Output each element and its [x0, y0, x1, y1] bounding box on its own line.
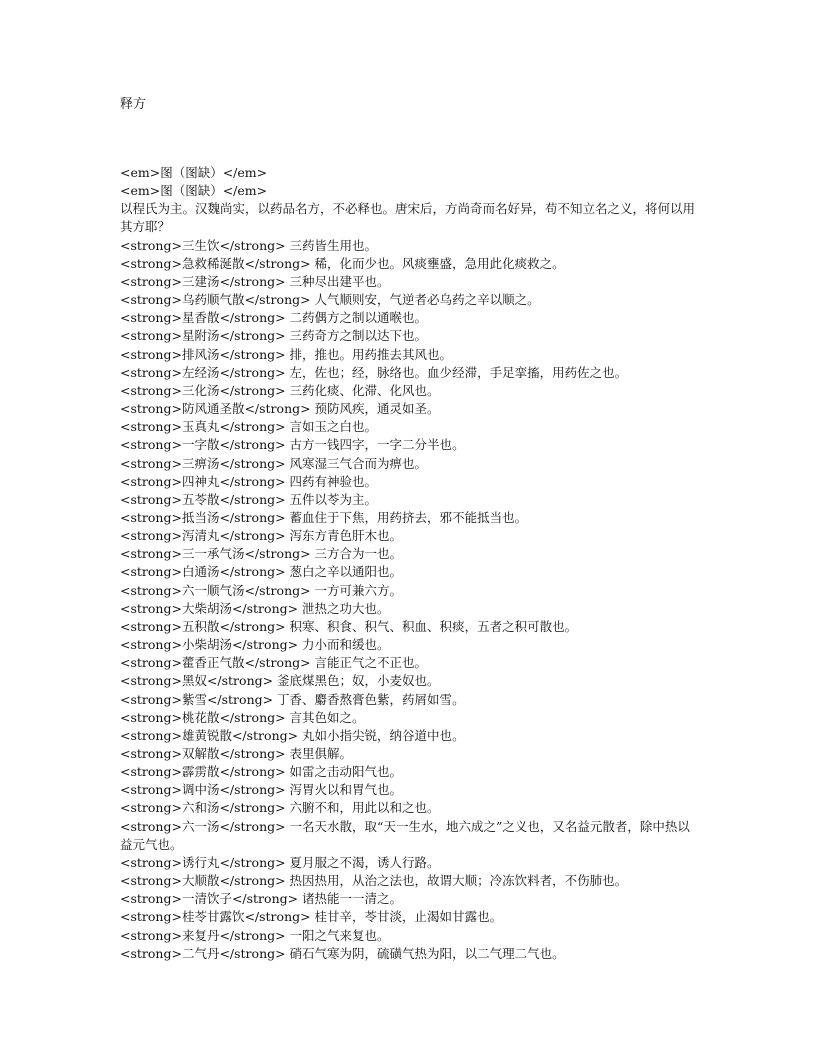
text-line: <strong>三生饮</strong> 三药皆生用也。 [120, 237, 378, 253]
text-line: <strong>星香散</strong> 二药偶方之制以通喉也。 [120, 310, 428, 326]
text-line: <strong>五苓散</strong> 五件以苓为主。 [120, 491, 378, 507]
text-line: <strong>黑奴</strong> 釜底煤黑色；奴，小麦奴也。 [120, 673, 440, 689]
text-line: <strong>紫雪</strong> 丁香、麝香熬膏色紫，药屑如雪。 [120, 691, 465, 707]
text-line: <strong>一字散</strong> 古方一钱四字，一字二分半也。 [120, 437, 465, 453]
text-line: <strong>诱行丸</strong> 夏月服之不渴，诱人行路。 [120, 854, 440, 870]
text-line: <strong>乌药顺气散</strong> 人气顺则安，气逆者必乌药之辛以顺之。 [120, 292, 540, 308]
text-line: <strong>霹雳散</strong> 如雷之击动阳气也。 [120, 764, 403, 780]
text-line: <strong>三建汤</strong> 三种尽出建平也。 [120, 273, 390, 289]
text-line: <strong>三化汤</strong> 三药化痰、化滞、化风也。 [120, 382, 440, 398]
intro-paragraph: 以程氏为主。汉魏尚实，以药品名方，不必释也。唐宋后，方尚奇而名好异，苟不知立名之义，将何以用其方耶？ [120, 201, 696, 235]
text-line: <strong>大柴胡汤</strong> 泄热之功大也。 [120, 600, 390, 616]
text-line: <strong>左经汤</strong> 左，佐也；经，脉络也。血少经滞，手足挛搐，用药佐之也。 [120, 364, 628, 380]
text-line: <strong>双解散</strong> 表里俱解。 [120, 746, 353, 761]
text-line: <strong>桃花散</strong> 言其色如之。 [120, 709, 365, 725]
text-line: <strong>小柴胡汤</strong> 力小而和缓也。 [120, 637, 390, 653]
text-line: <em>图（图缺）</em> [120, 183, 268, 199]
text-line: <strong>急救稀涎散</strong> 稀，化而少也。风痰壅盛，急用此化痰救之。 [120, 255, 565, 271]
text-line: <strong>排风汤</strong> 排，推也。用药推去其风也。 [120, 346, 453, 362]
text-line: <strong>一清饮子</strong> 诸热能一一清之。 [120, 891, 403, 907]
text-line: <strong>三一承气汤</strong> 三方合为一也。 [120, 546, 403, 562]
text-line: <strong>三痹汤</strong> 风寒湿三气合而为痹也。 [120, 455, 428, 471]
document-body [120, 164, 700, 963]
text-line: <strong>调中汤</strong> 泻胃火以和胃气也。 [120, 782, 403, 798]
text-line: <strong>来复丹</strong> 一阳之气来复也。 [120, 927, 390, 943]
text-line: <strong>雄黄锐散</strong> 丸如小指尖锐，纳谷道中也。 [120, 727, 465, 743]
text-line: <strong>星附汤</strong> 三药奇方之制以达下也。 [120, 328, 428, 344]
text-line: <strong>桂苓甘露饮</strong> 桂甘辛，苓甘淡，止渴如甘露也。 [120, 909, 503, 925]
text-line: <strong>防风通圣散</strong> 预防风疾，通灵如圣。 [120, 401, 440, 417]
text-line: <em>图（图缺）</em> [120, 165, 268, 180]
text-line: <strong>白通汤</strong> 葱白之辛以通阳也。 [120, 564, 403, 580]
text-line: <strong>泻清丸</strong> 泻东方青色肝木也。 [120, 528, 403, 544]
document-page [120, 96, 700, 963]
text-line: <strong>六和汤</strong> 六腑不和，用此以和之也。 [120, 800, 440, 816]
text-line: <strong>六一顺气汤</strong> 一方可兼六方。 [120, 582, 403, 598]
text-line: <strong>五积散</strong> 积寒、积食、积气、积血、积痰，五者之积可散也。 [120, 618, 578, 634]
text-line: <strong>六一汤</strong> 一名天水散，取“天一生水，地六成之”之义也，又名益元散者，除中热以益元气也。 [120, 818, 690, 852]
page-title: 释方 [120, 97, 147, 112]
text-line: <strong>玉真丸</strong> 言如玉之白也。 [120, 419, 378, 435]
text-line: <strong>二气丹</strong> 硝石气寒为阴，硫磺气热为阳，以二气理二气也。 [120, 945, 565, 961]
text-line: <strong>大顺散</strong> 热因热用，从治之法也，故谓大顺；冷冻饮料者，不伤肺也。 [120, 873, 628, 889]
text-line: <strong>抵当汤</strong> 蓄血住于下焦，用药挤去，邪不能抵当也。 [120, 509, 528, 525]
text-line: <strong>藿香正气散</strong> 言能正气之不正也。 [120, 655, 428, 671]
text-line: <strong>四神丸</strong> 四药有神验也。 [120, 473, 378, 489]
